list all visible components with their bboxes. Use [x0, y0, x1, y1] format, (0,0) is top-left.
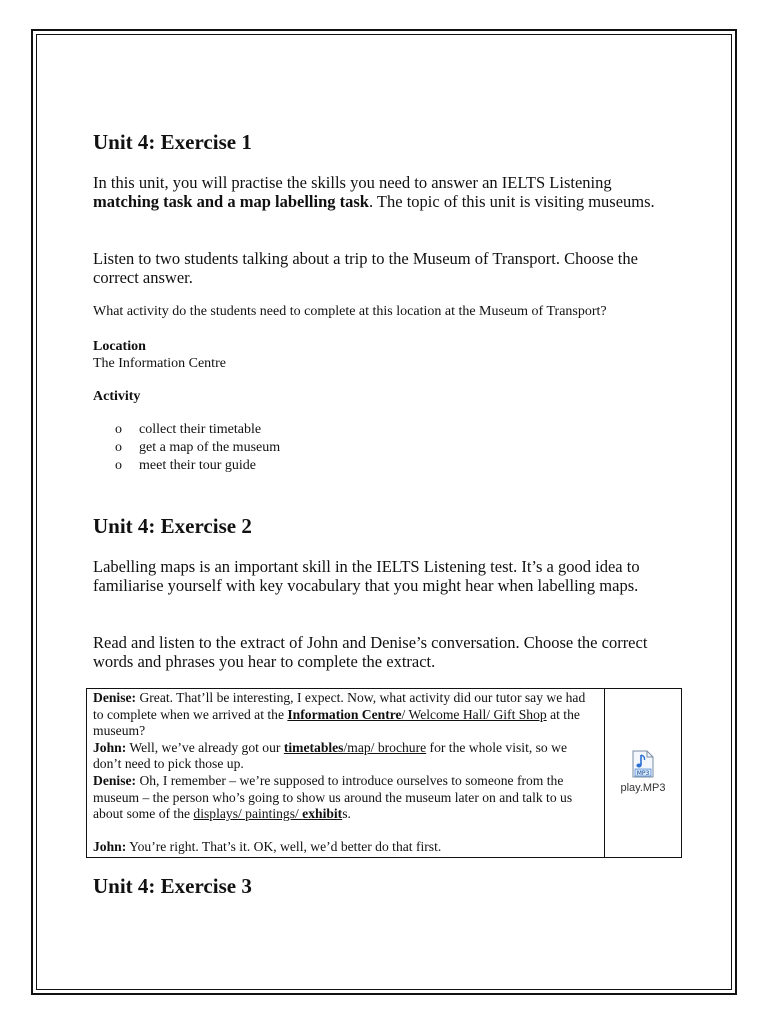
extract-table	[86, 688, 682, 858]
location-value: The Information Centre	[93, 356, 226, 371]
intro-text-end: . The topic of this unit is visiting museums.	[368, 192, 655, 211]
location-block	[93, 338, 683, 372]
exercise2-instruction: Read and listen to the extract of John and Denise’s conversation. Choose the correct words and phrases you hear to complete the extract.	[93, 633, 648, 671]
mp3-icon-text: MP3	[636, 769, 650, 777]
exercise3-heading: Unit 4: Exercise 3	[93, 874, 252, 898]
choice-set-3[interactable]: displays/ paintings/ exhibit	[193, 806, 343, 822]
exercise2-heading: Unit 4: Exercise 2	[93, 514, 252, 538]
intro-text-start: In this unit, you will practise the skills you need to answer an IELTS Listening	[93, 173, 612, 192]
mp3-label: play.MP3	[620, 781, 666, 794]
option-label: meet their tour guide	[139, 458, 257, 473]
option-item[interactable]	[115, 457, 280, 475]
exercise1-instruction: Listen to two students talking about a trip to the Museum of Transport. Choose the correct answer.	[93, 249, 638, 287]
choice-set-1[interactable]: Information Centre/ Welcome Hall/ Gift Shop	[287, 706, 547, 722]
exercise1-intro	[93, 173, 673, 211]
option-bullet-icon: o	[115, 422, 122, 437]
option-label: collect their timetable	[139, 422, 262, 437]
play-mp3-attachment[interactable]	[611, 750, 675, 797]
mp3-file-icon	[632, 750, 654, 778]
option-label: get a map of the museum	[139, 440, 281, 455]
exercise1-question: What activity do the students need to complete at this location at the Museum of Transport?	[93, 304, 607, 319]
exercise2-intro: Labelling maps is an important skill in the IELTS Listening test. It’s a good idea to familiarise yourself with key vocabulary that you might hear when labelling maps.	[93, 557, 640, 595]
intro-text-bold: matching task and a map labelling task	[93, 192, 369, 211]
exercise1-heading: Unit 4: Exercise 1	[93, 130, 252, 154]
option-item[interactable]	[115, 439, 280, 457]
extract-text-cell: Denise: Great. That’ll be interesting, I expect. Now, what activity did our tutor say we had to complete when we arrived at the Information Centre/ Welcome Hall/ Gift Shop at the museum? John: Well, we’ve already got our timetables/map/ brochure for the whole visit, so we don’t need to pick those up. Denise: Oh, I remember – we’re supposed to introduce ourselves to someone from the museum – the person who’s going to show us around the museum later on and talk to us about some of the displays/ paintings/ exhibits. John: You’re right. That’s it. OK, well, we’d better do that first.	[87, 689, 605, 858]
speaker-john: John:	[93, 739, 127, 755]
audio-cell	[605, 689, 682, 858]
option-bullet-icon: o	[115, 440, 122, 455]
activity-label: Activity	[93, 389, 141, 404]
speaker-john: John:	[93, 839, 127, 855]
activity-options	[115, 421, 280, 475]
choice-set-2[interactable]: timetables/map/ brochure	[283, 739, 427, 755]
speaker-denise: Denise:	[93, 772, 137, 788]
speaker-denise: Denise:	[93, 690, 137, 705]
location-label: Location	[93, 339, 146, 354]
option-item[interactable]	[115, 421, 280, 439]
option-bullet-icon: o	[115, 458, 122, 473]
